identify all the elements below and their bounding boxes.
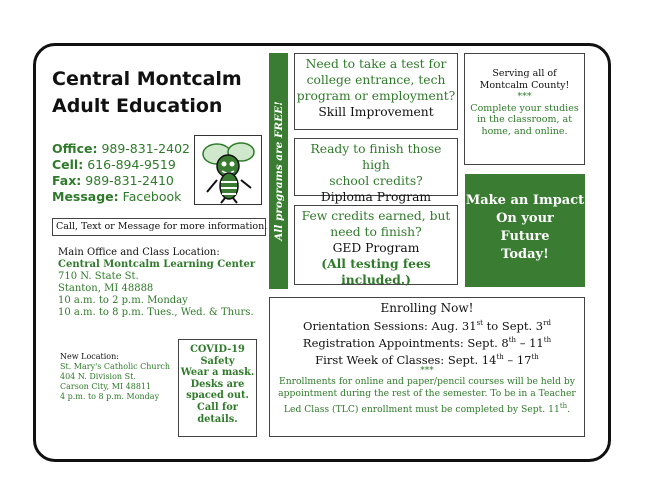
impact-line: Today! <box>501 247 549 262</box>
program-skill-improvement <box>294 53 458 130</box>
title-line-2: Adult Education <box>52 95 223 117</box>
main-office-city: Stanton, MI 48888 <box>58 283 154 294</box>
main-office-hours-weekday: 10 a.m. to 8 p.m. Tues., Wed. & Thurs. <box>58 307 254 318</box>
program-question: program or employment? <box>296 89 456 103</box>
covid-line: COVID-19 <box>190 344 245 355</box>
title-line-1: Central Montcalm <box>52 68 242 90</box>
program-question: Need to take a test for <box>305 57 447 71</box>
new-location-info <box>60 352 170 402</box>
program-question: college entrance, tech <box>306 73 446 87</box>
enrollment-box <box>269 297 585 437</box>
program-diploma <box>294 138 458 204</box>
covid-line: Safety <box>200 355 235 367</box>
enroll-note <box>270 376 584 416</box>
serving-stars: *** <box>517 91 532 102</box>
cell-phone[interactable]: 616-894-9519 <box>87 157 176 172</box>
enroll-note-line: Led Class (TLC) enrollment must be completed by Sept. 11th. <box>283 402 571 416</box>
impact-line: Future <box>500 229 550 244</box>
serving-line: home, and online. <box>481 125 568 137</box>
program-name: Skill Improvement <box>318 105 434 119</box>
hornet-mascot-logo <box>194 135 262 205</box>
make-an-impact-box <box>465 174 585 287</box>
free-programs-banner <box>269 53 288 289</box>
cell-label: Cell: <box>52 157 84 172</box>
program-ged <box>294 205 458 285</box>
main-office-name: Central Montcalm Learning Center <box>58 259 256 270</box>
covid-line: Desks are <box>190 378 245 390</box>
office-label: Office: <box>52 141 98 156</box>
main-office-street: 710 N. State St. <box>58 271 139 282</box>
program-question: Ready to finish those high <box>310 142 442 172</box>
hornet-icon <box>195 136 261 204</box>
impact-line: On your <box>496 211 554 226</box>
serving-line: Serving all of <box>492 68 557 79</box>
message-label: Message: <box>52 189 119 204</box>
free-programs-text: All programs are FREE! <box>272 101 285 241</box>
program-question: need to finish? <box>330 225 422 239</box>
main-office-hours-monday: 10 a.m. to 2 p.m. Monday <box>58 295 188 306</box>
new-location-name: St. Mary's Catholic Church <box>60 362 171 371</box>
covid-line: details. <box>197 413 238 425</box>
program-note: (All testing fees included.) <box>321 256 431 287</box>
impact-line: Make an Impact <box>465 193 585 208</box>
enroll-stars: *** <box>420 366 434 377</box>
program-name: Diploma Program <box>320 190 432 204</box>
orientation-dates: Orientation Sessions: Aug. 31st to Sept. 3rd <box>303 318 551 333</box>
main-office-info <box>58 247 255 319</box>
program-question: Few credits earned, but <box>301 209 451 223</box>
program-name: GED Program <box>332 241 420 255</box>
new-location-hours: 4 p.m. to 8 p.m. Monday <box>60 392 160 401</box>
registration-dates: Registration Appointments: Sept. 8th – 11th <box>302 335 552 350</box>
office-phone[interactable]: 989-831-2402 <box>101 141 190 156</box>
fax-number: 989-831-2410 <box>85 173 174 188</box>
serving-county-box <box>464 53 585 165</box>
covid-safety-box <box>178 339 257 437</box>
facebook-link[interactable]: Facebook <box>122 189 182 204</box>
new-location-heading: New Location: <box>60 352 119 361</box>
enroll-heading: Enrolling Now! <box>380 301 474 315</box>
covid-line: Call for <box>197 401 238 413</box>
serving-line: Montcalm County! <box>479 79 570 91</box>
enroll-note-line: Enrollments for online and paper/pencil courses will be held by <box>279 376 575 388</box>
fax-label: Fax: <box>52 173 82 188</box>
serving-line: Complete your studies <box>470 102 579 114</box>
call-note <box>52 218 266 236</box>
program-question: school credits? <box>329 174 423 188</box>
covid-line: Wear a mask. <box>180 367 255 379</box>
contact-info <box>52 141 190 205</box>
page-title <box>52 66 242 120</box>
call-note-text: Call, Text or Message for more information. <box>56 221 268 232</box>
main-office-heading: Main Office and Class Location: <box>58 247 220 258</box>
enroll-note-line: appointment during the rest of the semester. To be in a Teacher <box>278 388 576 400</box>
new-location-city: Carson City, MI 48811 <box>60 382 152 391</box>
first-week-dates: First Week of Classes: Sept. 14th – 17th <box>315 352 539 367</box>
new-location-street: 404 N. Division St. <box>60 372 136 381</box>
covid-line: spaced out. <box>186 390 249 402</box>
serving-line: in the classroom, at <box>476 114 573 125</box>
